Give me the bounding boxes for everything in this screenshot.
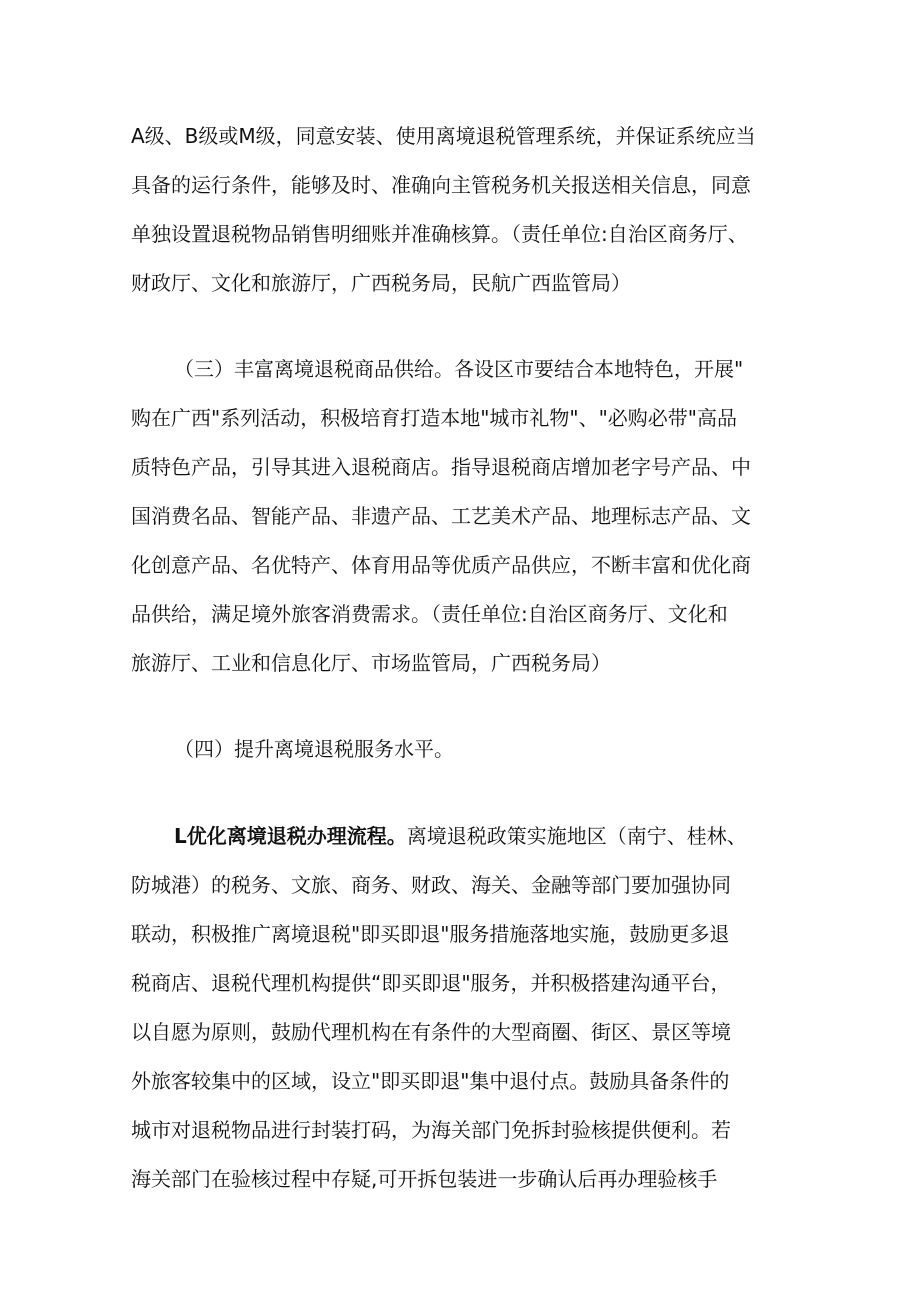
text-line: A级、B级或M级，同意安装、使用离境退税管理系统，并保证系统应当 xyxy=(131,124,756,148)
lead-line-rest: 离境退税政策实施地区（南宁、桂林、 xyxy=(406,824,747,848)
text-line: 品供给，满足境外旅客消费需求。（责任单位:自治区商务厅、文化和 xyxy=(131,602,728,626)
bold-lead-text: L优化离境退税办理流程。 xyxy=(174,824,407,848)
text-line: 购在广西"系列活动，积极培育打造本地"城市礼物"、"必购必带"高品 xyxy=(131,406,737,430)
text-line: 海关部门在验核过程中存疑,可开拆包装进一步确认后再办理验核手 xyxy=(131,1167,718,1191)
text-line: 旅游厅、工业和信息化厅、市场监管局，广西税务局） xyxy=(131,651,611,675)
section-heading-service-level xyxy=(131,725,791,774)
paragraph-optimize-process xyxy=(131,812,791,1204)
text-line: 城市对退税物品进行封装打码，为海关部门免拆封验核提供便利。若 xyxy=(131,1118,731,1142)
text-line: 外旅客较集中的区域，设立"即买即退"集中退付点。鼓励具备条件的 xyxy=(131,1069,730,1093)
text-line: 以自愿为原则，鼓励代理机构在有条件的大型商圈、街区、景区等境 xyxy=(131,1020,731,1044)
text-line: 税商店、退税代理机构提供“即买即退"服务，并积极搭建沟通平台， xyxy=(131,971,731,995)
paragraph-eligibility-conditions xyxy=(131,112,791,308)
text-line: 财政厅、文化和旅游厅，广西税务局，民航广西监管局） xyxy=(131,271,631,295)
text-line: 具备的运行条件，能够及时、准确向主管税务机关报送相关信息，同意 xyxy=(131,173,751,197)
text-line: 化创意产品、名优特产、体育用品等优质产品供应，不断丰富和优化商 xyxy=(131,553,751,577)
text-line xyxy=(131,812,791,861)
paragraph-enrich-goods-supply xyxy=(131,345,791,688)
section-heading: （四）提升离境退税服务水平。 xyxy=(174,737,454,761)
text-line: 质特色产品，引导其进入退税商店。指导退税商店增加老字号产品、中 xyxy=(131,455,751,479)
text-line: （三）丰富离境退税商品供给。各设区市要结合本地特色，开展" xyxy=(174,357,744,381)
text-line: 单独设置退税物品销售明细账并准确核算。（责任单位:自治区商务厅、 xyxy=(131,222,748,246)
text-line: 联动，积极推广离境退税"即买即退"服务措施落地实施，鼓励更多退 xyxy=(131,922,730,946)
text-line: 国消费名品、智能产品、非遗产品、工艺美术产品、地理标志产品、文 xyxy=(131,504,751,528)
text-line: 防城港）的税务、文旅、商务、财政、海关、金融等部门要加强协同 xyxy=(131,873,731,897)
